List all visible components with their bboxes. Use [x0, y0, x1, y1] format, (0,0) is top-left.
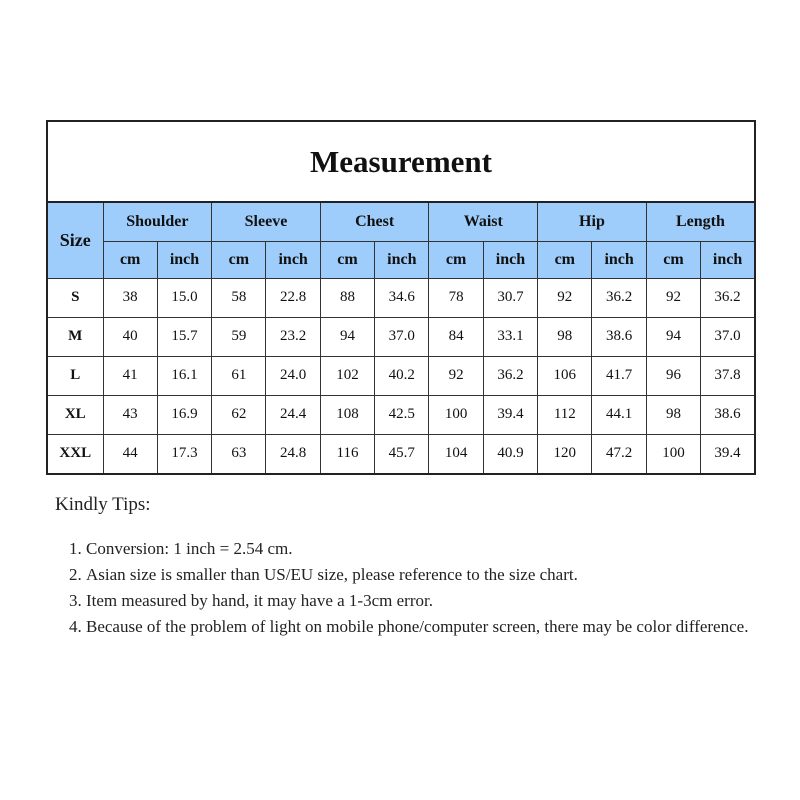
value-cell: 40.9	[483, 434, 537, 474]
value-cell: 24.0	[266, 356, 320, 395]
tips-list	[55, 536, 800, 640]
value-cell: 96	[646, 356, 700, 395]
value-cell: 92	[538, 278, 592, 317]
value-cell: 39.4	[483, 395, 537, 434]
unit-header: inch	[266, 241, 320, 278]
value-cell: 38.6	[592, 317, 646, 356]
value-cell: 41	[103, 356, 157, 395]
value-cell: 16.9	[157, 395, 211, 434]
value-cell: 100	[646, 434, 700, 474]
value-cell: 58	[212, 278, 266, 317]
table-row	[47, 434, 755, 474]
unit-header-row	[47, 241, 755, 278]
group-header: Hip	[538, 202, 647, 241]
value-cell: 102	[320, 356, 374, 395]
unit-header: cm	[212, 241, 266, 278]
value-cell: 98	[538, 317, 592, 356]
size-cell: XL	[47, 395, 103, 434]
value-cell: 36.2	[483, 356, 537, 395]
size-header: Size	[47, 202, 103, 278]
value-cell: 43	[103, 395, 157, 434]
value-cell: 33.1	[483, 317, 537, 356]
value-cell: 23.2	[266, 317, 320, 356]
group-header: Chest	[320, 202, 429, 241]
value-cell: 16.1	[157, 356, 211, 395]
table-row	[47, 356, 755, 395]
value-cell: 61	[212, 356, 266, 395]
value-cell: 37.0	[701, 317, 755, 356]
value-cell: 15.7	[157, 317, 211, 356]
value-cell: 47.2	[592, 434, 646, 474]
value-cell: 37.0	[375, 317, 429, 356]
value-cell: 84	[429, 317, 483, 356]
value-cell: 116	[320, 434, 374, 474]
size-chart-table	[46, 120, 756, 475]
size-cell: XXL	[47, 434, 103, 474]
size-cell: L	[47, 356, 103, 395]
value-cell: 37.8	[701, 356, 755, 395]
group-header-row	[47, 202, 755, 241]
group-header: Waist	[429, 202, 538, 241]
group-header: Shoulder	[103, 202, 212, 241]
value-cell: 30.7	[483, 278, 537, 317]
value-cell: 39.4	[701, 434, 755, 474]
value-cell: 98	[646, 395, 700, 434]
value-cell: 44	[103, 434, 157, 474]
value-cell: 78	[429, 278, 483, 317]
value-cell: 94	[320, 317, 374, 356]
table-row	[47, 395, 755, 434]
value-cell: 92	[429, 356, 483, 395]
value-cell: 38.6	[701, 395, 755, 434]
value-cell: 41.7	[592, 356, 646, 395]
tip-item: 2. Asian size is smaller than US/EU size, please reference to the size chart.	[86, 562, 800, 588]
value-cell: 106	[538, 356, 592, 395]
tip-item: 1. Conversion: 1 inch = 2.54 cm.	[86, 536, 800, 562]
unit-header: inch	[592, 241, 646, 278]
value-cell: 59	[212, 317, 266, 356]
table-title: Measurement	[47, 121, 755, 202]
value-cell: 24.8	[266, 434, 320, 474]
unit-header: inch	[375, 241, 429, 278]
value-cell: 62	[212, 395, 266, 434]
value-cell: 104	[429, 434, 483, 474]
unit-header: cm	[103, 241, 157, 278]
unit-header: inch	[157, 241, 211, 278]
table-row	[47, 278, 755, 317]
value-cell: 112	[538, 395, 592, 434]
group-header: Sleeve	[212, 202, 321, 241]
unit-header: cm	[320, 241, 374, 278]
tip-item: 3. Item measured by hand, it may have a 1-3cm error.	[86, 588, 800, 614]
value-cell: 36.2	[701, 278, 755, 317]
value-cell: 100	[429, 395, 483, 434]
value-cell: 38	[103, 278, 157, 317]
tips-title: Kindly Tips:	[55, 494, 151, 515]
unit-header: cm	[646, 241, 700, 278]
unit-header: inch	[701, 241, 755, 278]
value-cell: 44.1	[592, 395, 646, 434]
value-cell: 63	[212, 434, 266, 474]
value-cell: 92	[646, 278, 700, 317]
table-row	[47, 317, 755, 356]
tip-item: 4. Because of the problem of light on mobile phone/computer screen, there may be color difference.	[86, 614, 800, 640]
value-cell: 17.3	[157, 434, 211, 474]
size-cell: M	[47, 317, 103, 356]
value-cell: 88	[320, 278, 374, 317]
value-cell: 22.8	[266, 278, 320, 317]
group-header: Length	[646, 202, 755, 241]
size-cell: S	[47, 278, 103, 317]
value-cell: 34.6	[375, 278, 429, 317]
unit-header: cm	[429, 241, 483, 278]
unit-header: cm	[538, 241, 592, 278]
value-cell: 45.7	[375, 434, 429, 474]
value-cell: 24.4	[266, 395, 320, 434]
value-cell: 36.2	[592, 278, 646, 317]
value-cell: 40.2	[375, 356, 429, 395]
value-cell: 15.0	[157, 278, 211, 317]
unit-header: inch	[483, 241, 537, 278]
value-cell: 94	[646, 317, 700, 356]
value-cell: 40	[103, 317, 157, 356]
value-cell: 120	[538, 434, 592, 474]
value-cell: 42.5	[375, 395, 429, 434]
value-cell: 108	[320, 395, 374, 434]
